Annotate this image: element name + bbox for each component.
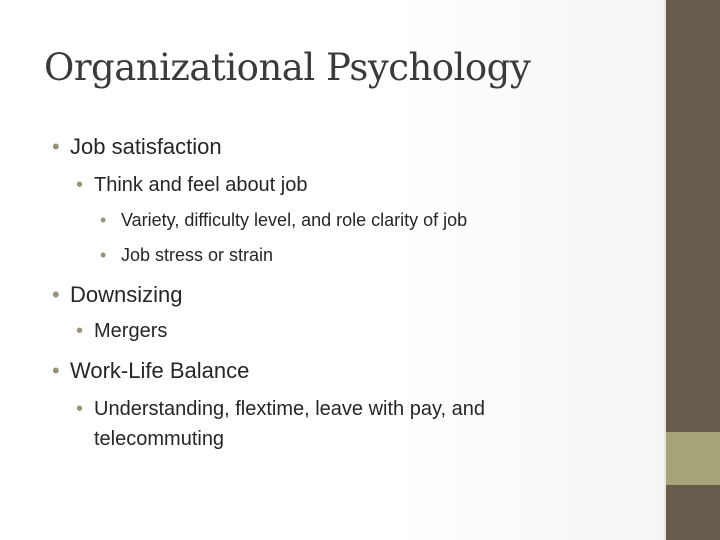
bullet-dot: •	[76, 398, 84, 420]
slide-title: Organizational Psychology	[44, 46, 531, 89]
bullet-dot: •	[52, 282, 60, 307]
bullet-think-feel: Think and feel about job	[94, 174, 308, 196]
bullet-dot: •	[76, 174, 84, 196]
bullet-downsizing: Downsizing	[70, 282, 183, 307]
bullet-dot: •	[52, 134, 60, 159]
bullet-dot: •	[52, 358, 60, 383]
bullet-job-satisfaction: Job satisfaction	[70, 134, 222, 159]
bullet-work-life-balance: Work-Life Balance	[70, 358, 250, 383]
bullet-dot: •	[100, 210, 107, 230]
bullet-variety: Variety, difficulty level, and role clarity of job	[121, 210, 468, 230]
bullet-dot: •	[76, 320, 84, 342]
sidebar-accent-block	[666, 432, 720, 485]
bullet-dot: •	[100, 245, 107, 265]
bullet-understanding: Understanding, flextime, leave with pay, and	[94, 398, 485, 420]
bullet-understanding-continued: telecommuting	[94, 428, 225, 450]
bullet-job-stress: Job stress or strain	[121, 245, 274, 265]
bullet-mergers: Mergers	[94, 320, 168, 342]
